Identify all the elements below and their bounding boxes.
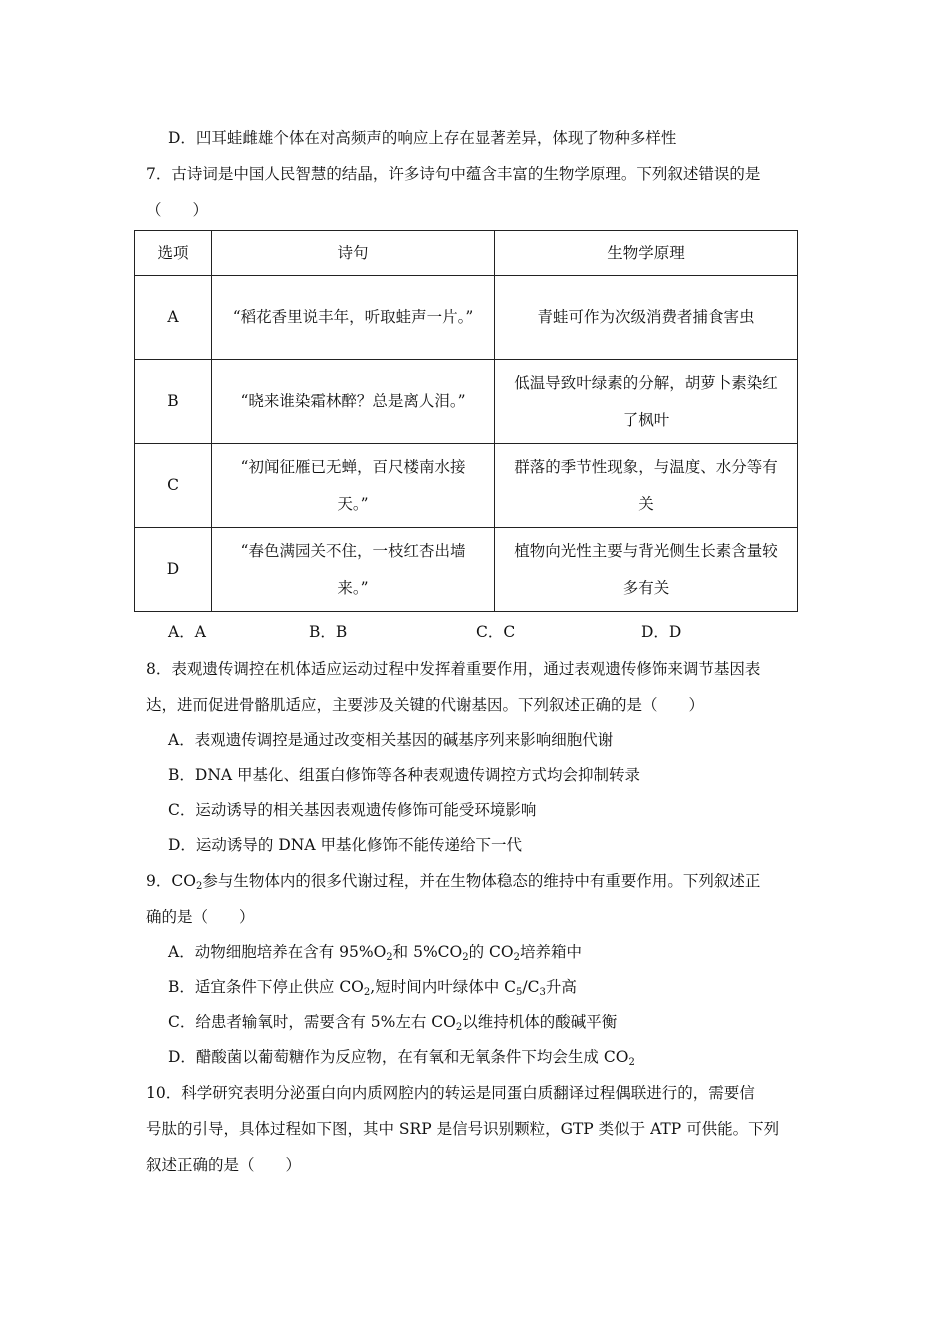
q9-stem-text: 参与生物体内的很多代谢过程，并在生物体稳态的维持中有重要作用。下列叙述正: [202, 872, 761, 890]
q10-stem-line1: 10．科学研究表明分泌蛋白向内质网腔内的转运是同蛋白质翻译过程偶联进行的，需要信: [146, 1084, 755, 1102]
subscript: 2: [386, 952, 393, 963]
row-principle: 植物向光性主要与背光侧生长素含量较多有关: [495, 528, 798, 612]
q7-answer-d: D．D: [641, 623, 682, 641]
q8-option-a: A．表观遗传调控是通过改变相关基因的碱基序列来影响细胞代谢: [168, 731, 614, 749]
q7-stem-line1: 7．古诗词是中国人民智慧的结晶，许多诗句中蕴含丰富的生物学原理。下列叙述错误的是: [146, 165, 761, 183]
q6-option-d: D．凹耳蛙雌雄个体在对高频声的响应上存在显著差异，体现了物种多样性: [168, 129, 677, 147]
q8-stem-line1: 8．表观遗传调控在机体适应运动过程中发挥着重要作用，通过表观遗传修饰来调节基因表: [146, 660, 761, 678]
option-text: 和 5%CO: [392, 943, 463, 961]
option-text: 培养箱中: [520, 943, 583, 961]
row-principle: 低温导致叶绿素的分解，胡萝卜素染红了枫叶: [495, 360, 798, 444]
q8-option-d: D．运动诱导的 DNA 甲基化修饰不能传递给下一代: [168, 836, 522, 854]
option-text: D．醋酸菌以葡萄糖作为反应物，在有氧和无氧条件下均会生成 CO: [168, 1048, 629, 1066]
q9-stem-line2: 确的是（ ）: [146, 908, 255, 926]
option-text: 以维持机体的酸碱平衡: [462, 1013, 618, 1031]
header-option: 选项: [135, 231, 212, 276]
q7-answer-b: B．B: [309, 623, 348, 641]
table-row: [135, 360, 798, 444]
row-poem: “稻花香里说丰年，听取蛙声一片。”: [212, 276, 495, 360]
q10-stem-line3: 叙述正确的是（ ）: [146, 1156, 302, 1174]
option-text: A．动物细胞培养在含有 95%O: [168, 943, 387, 961]
option-text: C．给患者输氧时，需要含有 5%左右 CO: [168, 1013, 456, 1031]
subscript: 2: [455, 1022, 463, 1033]
row-option: C: [135, 444, 212, 528]
row-poem: “春色满园关不住，一枝红杏出墙来。”: [212, 528, 495, 612]
q9-option-a: [168, 940, 582, 964]
subscript: 2: [628, 1057, 635, 1068]
q7-table: [134, 230, 798, 612]
row-principle: 青蛙可作为次级消费者捕食害虫: [495, 276, 798, 360]
subscript: 3: [539, 987, 546, 998]
option-text: 升高: [545, 978, 577, 996]
option-text: 的 CO: [468, 943, 514, 961]
q9-stem-line1: [146, 869, 760, 893]
q8-option-b: B．DNA 甲基化、组蛋白修饰等各种表观遗传调控方式均会抑制转录: [168, 766, 641, 784]
subscript: 5: [515, 987, 523, 998]
q7-stem-line2: （ ）: [146, 201, 209, 219]
header-poem: 诗句: [212, 231, 495, 276]
table-row: [135, 444, 798, 528]
q7-answer-c: C．C: [476, 623, 516, 641]
subscript: 2: [462, 952, 469, 963]
subscript: 2: [513, 952, 520, 963]
header-principle: 生物学原理: [495, 231, 798, 276]
q8-option-c: C．运动诱导的相关基因表观遗传修饰可能受环境影响: [168, 801, 537, 819]
table-header-row: [135, 231, 798, 276]
row-principle: 群落的季节性现象，与温度、水分等有关: [495, 444, 798, 528]
table-row: [135, 276, 798, 360]
q9-option-d: [168, 1045, 635, 1069]
row-poem: “初闻征雁已无蝉，百尺楼南水接天。”: [212, 444, 495, 528]
option-text: /C: [522, 978, 540, 996]
q8-stem-line2: 达，进而促进骨骼肌适应，主要涉及关键的代谢基因。下列叙述正确的是（ ）: [146, 696, 705, 714]
q10-stem-line2: 号肽的引导，具体过程如下图，其中 SRP 是信号识别颗粒，GTP 类似于 ATP 可供能。下列: [146, 1120, 780, 1138]
row-option: B: [135, 360, 212, 444]
option-text: ,短时间内叶绿体中 C: [370, 978, 516, 996]
row-option: A: [135, 276, 212, 360]
q9-stem-text: 9．CO: [146, 872, 196, 890]
subscript: 2: [195, 881, 203, 892]
row-poem: “晓来谁染霜林醉？总是离人泪。”: [212, 360, 495, 444]
row-option: D: [135, 528, 212, 612]
q9-option-b: [168, 975, 577, 999]
option-text: B．适宜条件下停止供应 CO: [168, 978, 364, 996]
table-row: [135, 528, 798, 612]
subscript: 2: [363, 987, 371, 998]
q9-option-c: [168, 1010, 617, 1034]
q7-answer-a: A．A: [168, 623, 206, 641]
